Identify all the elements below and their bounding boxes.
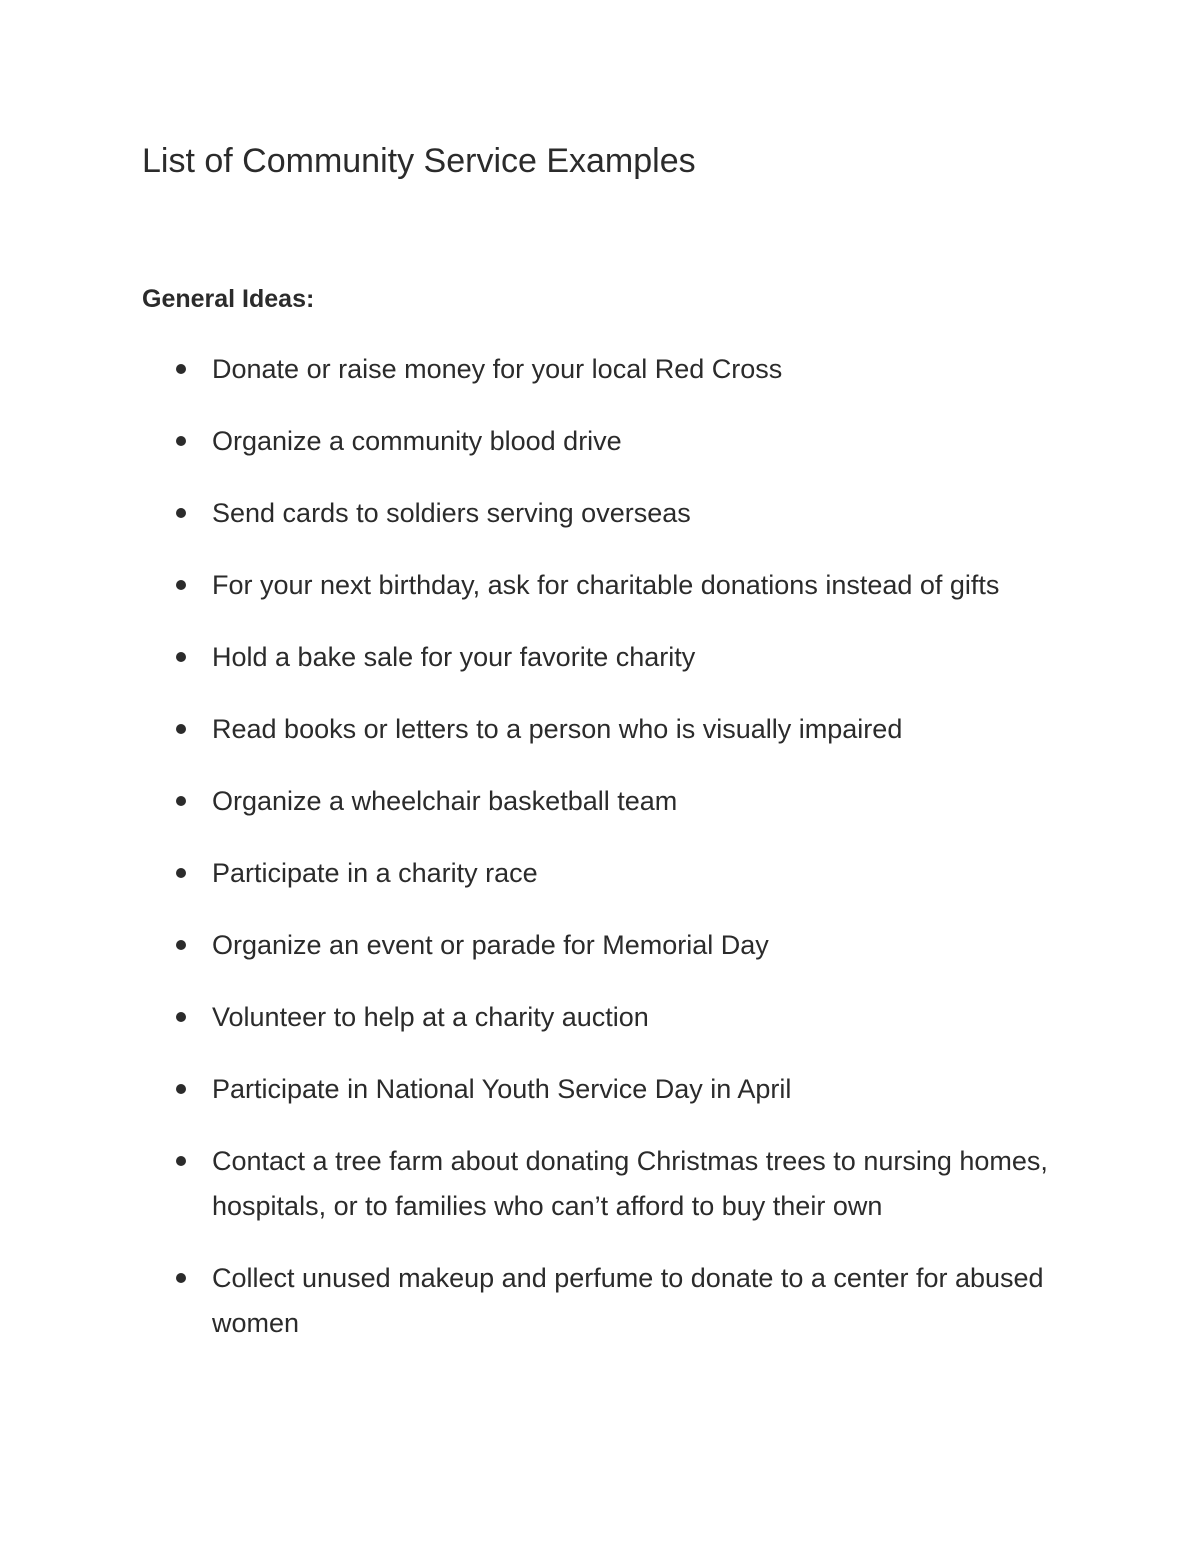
bullet-icon bbox=[176, 1156, 186, 1166]
bullet-icon bbox=[176, 1273, 186, 1283]
bullet-icon bbox=[176, 364, 186, 374]
list-item-text: Organize a wheelchair basketball team bbox=[212, 786, 678, 816]
list-item bbox=[0, 419, 1200, 464]
list-item bbox=[0, 1067, 1200, 1112]
list-item bbox=[0, 1139, 1200, 1229]
list-item-text: Volunteer to help at a charity auction bbox=[212, 1002, 649, 1032]
bullet-icon bbox=[176, 1084, 186, 1094]
list-item bbox=[0, 347, 1200, 392]
list-item bbox=[0, 779, 1200, 824]
list-item-text: Read books or letters to a person who is visually impaired bbox=[212, 714, 903, 744]
list-item-text: Hold a bake sale for your favorite charity bbox=[212, 642, 696, 672]
list-item-text: Collect unused makeup and perfume to donate to a center for abused women bbox=[212, 1263, 1044, 1338]
bullet-icon bbox=[176, 652, 186, 662]
bullet-icon bbox=[176, 508, 186, 518]
bullet-icon bbox=[176, 868, 186, 878]
bullet-icon bbox=[176, 940, 186, 950]
list-item-text: Send cards to soldiers serving overseas bbox=[212, 498, 691, 528]
list-item bbox=[0, 851, 1200, 896]
list-item-text: Participate in a charity race bbox=[212, 858, 538, 888]
list-item-text: Organize an event or parade for Memorial Day bbox=[212, 930, 769, 960]
bullet-icon bbox=[176, 580, 186, 590]
bullet-icon bbox=[176, 796, 186, 806]
general-ideas-list bbox=[0, 347, 1200, 1373]
page-title: List of Community Service Examples bbox=[142, 142, 696, 180]
section-heading-general-ideas: General Ideas: bbox=[142, 285, 315, 313]
list-item-text: Contact a tree farm about donating Christmas trees to nursing homes, hospitals, or to families who can’t afford to buy their own bbox=[212, 1146, 1048, 1221]
list-item-text: Organize a community blood drive bbox=[212, 426, 622, 456]
bullet-icon bbox=[176, 436, 186, 446]
list-item bbox=[0, 707, 1200, 752]
bullet-icon bbox=[176, 1012, 186, 1022]
list-item bbox=[0, 1256, 1200, 1346]
list-item bbox=[0, 923, 1200, 968]
bullet-icon bbox=[176, 724, 186, 734]
list-item-text: For your next birthday, ask for charitable donations instead of gifts bbox=[212, 570, 1000, 600]
list-item bbox=[0, 995, 1200, 1040]
list-item bbox=[0, 563, 1200, 608]
list-item-text: Participate in National Youth Service Day in April bbox=[212, 1074, 792, 1104]
list-item-text: Donate or raise money for your local Red Cross bbox=[212, 354, 783, 384]
list-item bbox=[0, 491, 1200, 536]
list-item bbox=[0, 635, 1200, 680]
